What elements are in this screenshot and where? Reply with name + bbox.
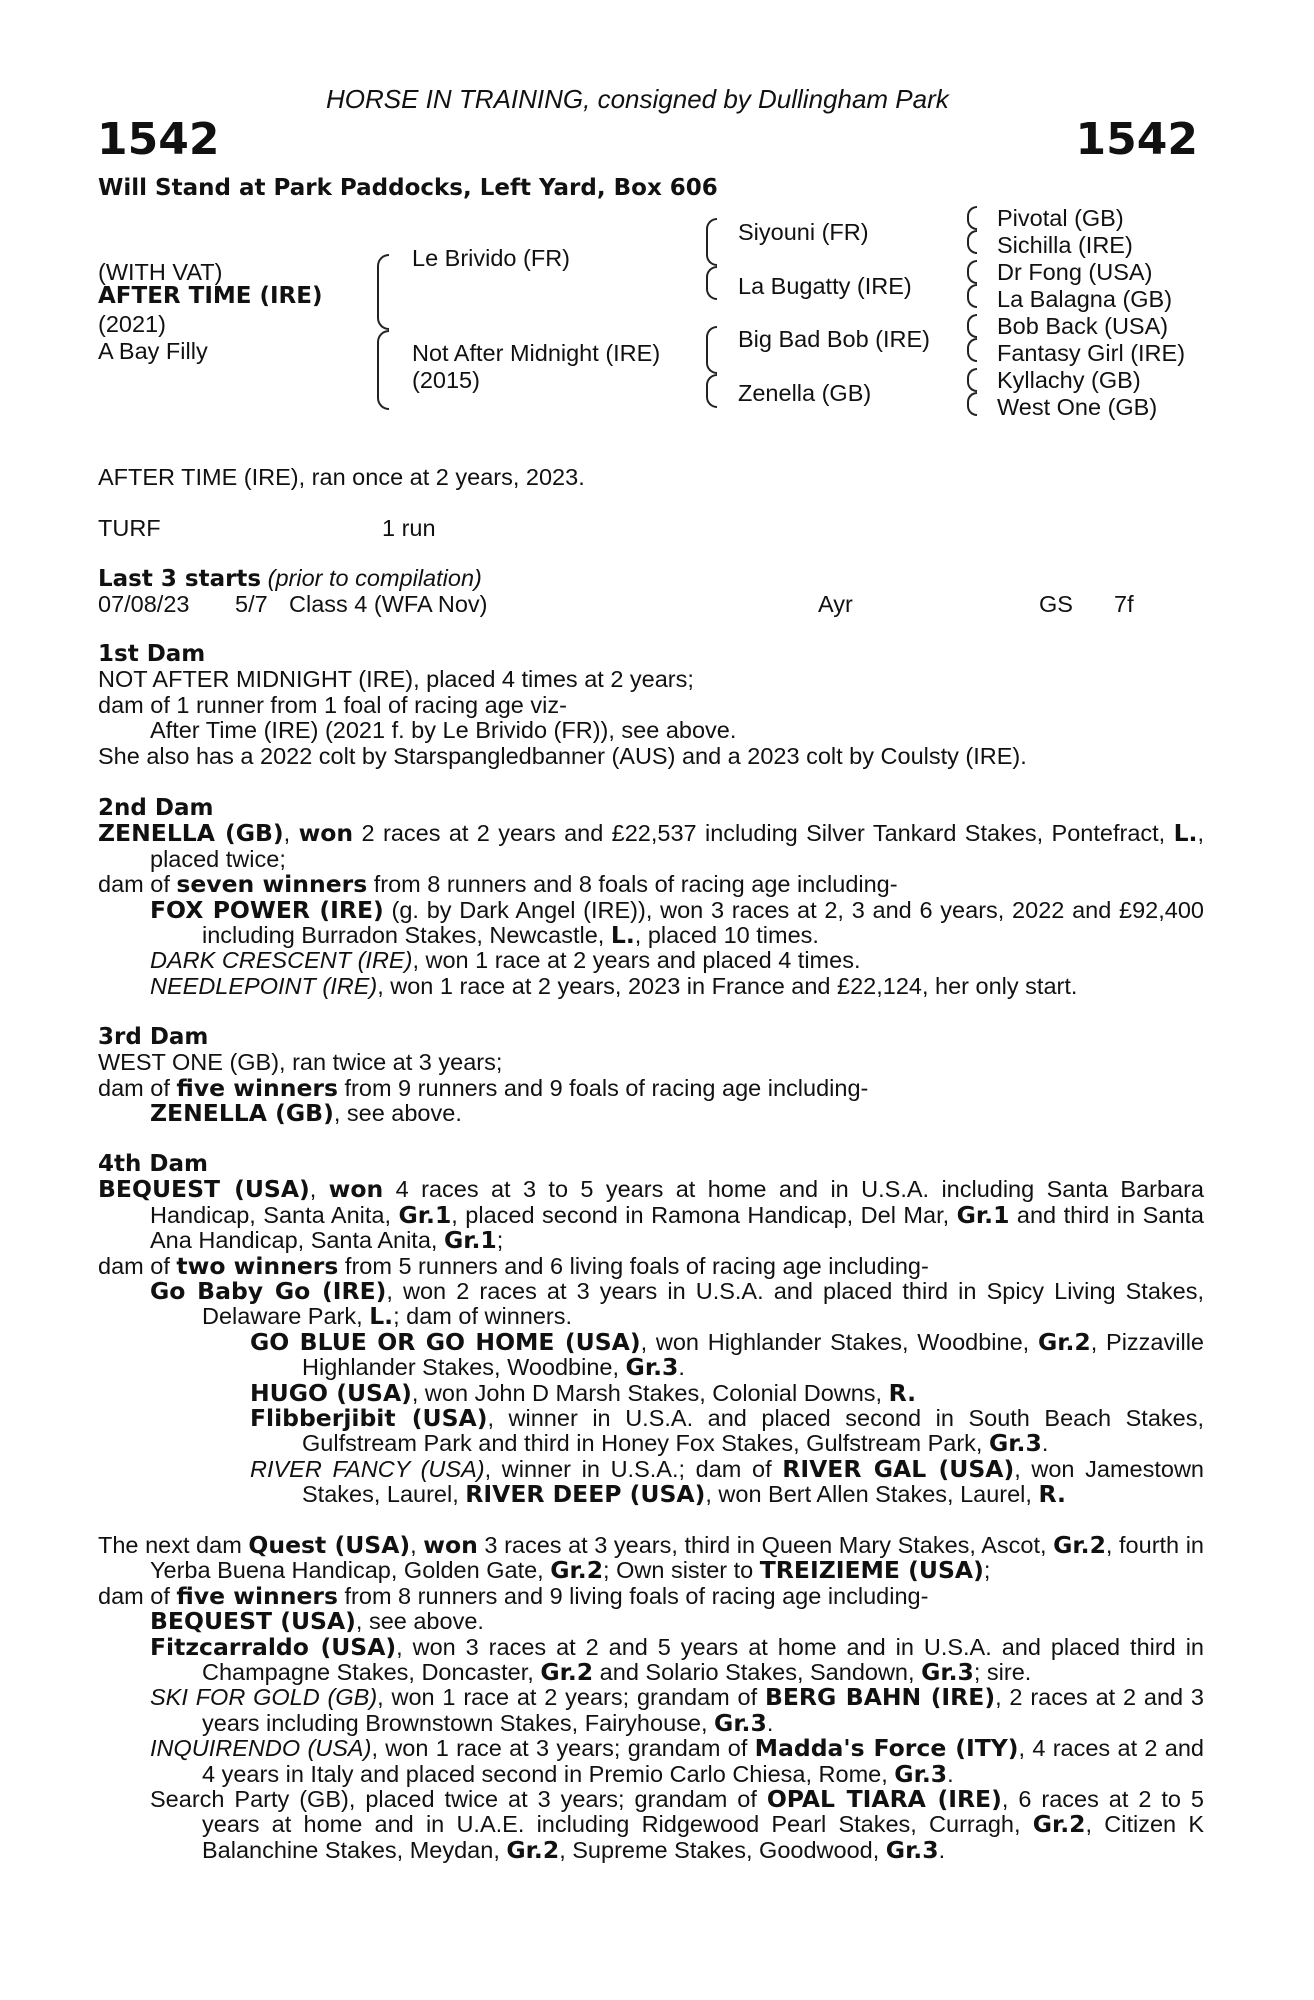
ped-dsd: Fantasy Girl (IRE) — [997, 340, 1186, 366]
lot-number-right: 1542 — [1075, 114, 1198, 165]
ped-sdd: La Balagna (GB) — [997, 286, 1173, 312]
progeny-text: , winner in U.S.A.; dam of — [484, 1455, 783, 1482]
progeny-text: , Citizen K Balanchine Stakes, Meydan, — [202, 1811, 1205, 1863]
ped-dss: Bob Back (USA) — [997, 313, 1169, 339]
second-dam-grade: L. — [1173, 819, 1198, 848]
dam-of-suffix: from 5 runners and 6 living foals of racing age including- — [338, 1252, 929, 1279]
brace-sdd — [967, 284, 977, 308]
brace-dsd — [967, 338, 977, 362]
ped-dam-year: (2015) — [412, 367, 480, 393]
dam-of-suffix: from 8 runners and 9 living foals of racing age including- — [337, 1582, 929, 1609]
grade: R. — [1038, 1480, 1066, 1509]
brace-sire-upper — [377, 254, 389, 330]
progeny-name: DARK CRESCENT (IRE) — [150, 947, 413, 974]
horse-name: AFTER TIME (IRE) — [98, 283, 323, 309]
progeny-text: , 2 races at 2 and 3 years including Brownstown Stakes, Fairyhouse, — [202, 1684, 1205, 1736]
progeny-text: , won 3 races at 2 and 5 years at home and in U.S.A. and placed third in Champagne Stakes, Doncaster, — [202, 1633, 1204, 1686]
next-dam-dam-of — [98, 1581, 1204, 1610]
next-dam-won: won — [423, 1531, 478, 1559]
progeny-text: , won 1 race at 2 years, 2023 in France and £22,124, her only start. — [377, 972, 1078, 999]
brace-ssd — [967, 230, 977, 254]
progeny-name: Go Baby Go (IRE) — [150, 1277, 387, 1306]
first-dam-line2: dam of 1 runner from 1 foal of racing age viz- — [98, 691, 567, 718]
record-text: , fourth in Yerba Buena Handicap, Golden Gate, — [150, 1532, 1204, 1584]
brace-ds — [706, 326, 717, 374]
progeny-name: GO BLUE OR GO HOME (USA) — [250, 1327, 641, 1356]
second-dam-record-b: , placed twice; — [150, 820, 1205, 872]
record-text: 3 races at 3 years, third in Queen Mary Stakes, Ascot, — [477, 1532, 1054, 1558]
progeny-text: and Solario Stakes, Sandown, — [593, 1659, 922, 1686]
record-text: The next dam — [98, 1532, 249, 1558]
progeny-name: ZENELLA (GB) — [150, 1099, 334, 1128]
fourth-dam-dam-of — [98, 1251, 1204, 1280]
progeny-name: OPAL TIARA (IRE) — [766, 1785, 1002, 1814]
next-dam-progeny-5 — [150, 1787, 1204, 1863]
next-dam-progeny-1 — [150, 1609, 1204, 1634]
ped-ss: Siyouni (FR) — [738, 219, 869, 245]
progeny-name: Madda's Force (ITY) — [754, 1734, 1019, 1763]
next-dam-progeny-2 — [150, 1632, 1204, 1687]
dam-of-prefix: dam of — [98, 871, 177, 898]
brace-sds — [967, 260, 977, 284]
surface-runs: 1 run — [382, 515, 436, 541]
second-dam-section — [98, 796, 1204, 999]
second-dam-progeny-1 — [150, 895, 1204, 950]
progeny-name: BEQUEST (USA) — [150, 1607, 356, 1636]
grade: Gr.2 — [540, 1658, 594, 1687]
grade: Gr.3 — [885, 1835, 939, 1864]
first-dam-line3: After Time (IRE) (2021 f. by Le Brivido (FR)), see above. — [150, 717, 737, 744]
ped-dds: Kyllachy (GB) — [997, 367, 1141, 393]
start-course: Ayr — [818, 591, 853, 617]
next-dam-name: Quest (USA) — [248, 1531, 411, 1559]
grade: Gr.2 — [506, 1835, 560, 1864]
grade: Gr.3 — [989, 1429, 1042, 1458]
fourth-dam-grandprogeny-2 — [250, 1378, 1204, 1407]
winners-count: five winners — [176, 1581, 338, 1610]
progeny-text: , won Bert Allen Stakes, Laurel, — [705, 1481, 1039, 1508]
progeny-text: . — [947, 1760, 954, 1787]
ped-sd: La Bugatty (IRE) — [738, 273, 912, 299]
progeny-name: FOX POWER (IRE) — [150, 895, 384, 924]
grade: Gr.1 — [443, 1226, 497, 1255]
fourth-dam-record: BEQUEST (USA), won 4 races at 3 to 5 years at home and in U.S.A. including Santa Barbara Handicap, Santa Anita, Gr.1, placed second in Ramona Handicap, Del Mar, Gr.1 and third in Santa Ana Handicap, Santa Anita, Gr.1; — [98, 1175, 1204, 1255]
record-text: ; Own sister to — [603, 1557, 760, 1584]
first-dam-line1: NOT AFTER MIDNIGHT (IRE), placed 4 times at 2 years; — [98, 666, 694, 693]
grade: L. — [369, 1302, 394, 1331]
progeny-text: (g. by Dark Angel (IRE)), won 3 races at 2, 3 and 6 years, 2022 and £92,400 including Burradon Stakes, Newcastle, — [202, 896, 1204, 949]
progeny-text: , won 2 races at 3 years in U.S.A. and placed third in Spicy Living Stakes, Delaware Park, — [202, 1278, 1204, 1330]
progeny-text: , won John D Marsh Stakes, Colonial Downs, — [411, 1379, 889, 1406]
progeny-text: . — [678, 1354, 685, 1381]
second-dam-record: ZENELLA (GB), won 2 races at 2 years and £22,537 including Silver Tankard Stakes, Pontefract, L., placed twice; — [98, 819, 1205, 872]
progeny-text: , see above. — [333, 1100, 462, 1127]
grade: Gr.3 — [625, 1353, 679, 1382]
progeny-text: ; sire. — [973, 1659, 1032, 1686]
ped-sds: Dr Fong (USA) — [997, 259, 1153, 285]
vat-label: (WITH VAT) — [98, 259, 223, 285]
last-starts-note: (prior to compilation) — [267, 565, 482, 591]
progeny-text: , placed twice at 3 years; grandam of — [348, 1786, 767, 1813]
progeny-text: , see above. — [355, 1608, 484, 1635]
progeny-grade: L. — [610, 921, 635, 950]
brace-sss — [967, 206, 977, 230]
last-starts-title: Last 3 starts — [98, 566, 262, 592]
first-dam-line4: She also has a 2022 colt by Starspangledbanner (AUS) and a 2023 colt by Coulsty (IRE). — [98, 742, 1027, 769]
record-text: , placed second in Ramona Handicap, Del Mar, — [451, 1201, 957, 1228]
start-going: GS — [1039, 591, 1073, 617]
second-dam-won: won — [298, 819, 354, 848]
second-dam-progeny-3 — [150, 974, 1204, 999]
first-dam-section — [98, 642, 1204, 769]
grade: Gr.2 — [550, 1556, 604, 1585]
brace-ddd — [967, 392, 977, 416]
grade: Gr.3 — [714, 1708, 767, 1737]
progeny-name: Search Party (GB) — [150, 1786, 349, 1813]
progeny-name: Fitzcarraldo (USA) — [150, 1632, 397, 1661]
stand-location: Will Stand at Park Paddocks, Left Yard, Box 606 — [98, 175, 718, 201]
progeny-text: , won Highlander Stakes, Woodbine, — [640, 1328, 1038, 1355]
progeny-text: , placed 10 times. — [634, 922, 819, 949]
progeny-name: BERG BAHN (IRE) — [764, 1683, 996, 1712]
fourth-dam-grandprogeny-4 — [250, 1454, 1204, 1509]
progeny-text: , won 1 race at 2 years; grandam of — [377, 1684, 765, 1711]
winners-count: five winners — [176, 1073, 338, 1102]
dam-of-suffix: from 9 runners and 9 foals of racing age including- — [337, 1074, 869, 1101]
third-dam-heading: 3rd Dam — [98, 1024, 209, 1050]
record-text: 4 races at 3 to 5 years at home and in U.S.A. including Santa Barbara Handicap, Santa Anita, — [150, 1176, 1204, 1228]
fourth-dam-grandprogeny-3 — [250, 1406, 1204, 1457]
progeny-text: , won Jamestown Stakes, Laurel, — [302, 1455, 1204, 1508]
lot-number-left: 1542 — [97, 114, 220, 165]
grade: Gr.2 — [1032, 1810, 1086, 1839]
brace-dd — [706, 374, 717, 408]
brace-dam-lower — [377, 330, 389, 410]
progeny-text: , Supreme Stakes, Goodwood, — [559, 1836, 886, 1863]
brace-ss — [706, 218, 717, 266]
progeny-name: RIVER FANCY (USA) — [250, 1455, 485, 1482]
first-dam-heading: 1st Dam — [98, 641, 206, 667]
progeny-name: RIVER GAL (USA) — [782, 1454, 1015, 1483]
grade: Gr.3 — [921, 1658, 974, 1687]
progeny-name: Flibberjibit (USA) — [250, 1404, 488, 1433]
second-dam-progeny-2 — [150, 948, 1204, 973]
brace-dss — [967, 314, 977, 338]
last-starts-heading — [98, 566, 482, 593]
record-text: ; — [983, 1557, 991, 1584]
grade: Gr.2 — [1037, 1327, 1091, 1356]
progeny-name: SKI FOR GOLD (GB) — [150, 1684, 378, 1711]
grade: Gr.1 — [956, 1200, 1010, 1229]
winners-count: seven winners — [176, 870, 368, 899]
progeny-text: , 4 races at 2 and 4 years in Italy and placed second in Premio Carlo Chiesa, Rome, — [202, 1735, 1204, 1787]
next-dam-progeny-4 — [150, 1736, 1204, 1787]
ped-sire: Le Brivido (FR) — [412, 245, 571, 271]
ped-dam: Not After Midnight (IRE) — [412, 340, 661, 366]
progeny-name: NEEDLEPOINT (IRE) — [150, 972, 378, 999]
next-dam-progeny-3 — [150, 1685, 1204, 1736]
progeny-text: ; dam of winners. — [393, 1303, 573, 1330]
ped-dd: Zenella (GB) — [738, 380, 872, 406]
second-dam-dam-of — [98, 872, 1204, 897]
second-dam-name: ZENELLA (GB) — [98, 819, 284, 848]
dam-of-prefix: dam of — [98, 1252, 177, 1279]
progeny-name: RIVER DEEP (USA) — [465, 1480, 706, 1509]
progeny-text: . — [1041, 1430, 1049, 1457]
progeny-text: , winner in U.S.A. and placed second in South Beach Stakes, Gulfstream Park and third in Honey Fox Stakes, Gulfstream Park, — [302, 1405, 1204, 1457]
ped-ssd: Sichilla (IRE) — [997, 232, 1133, 258]
progeny-name: INQUIRENDO (USA) — [150, 1735, 372, 1762]
grade: R. — [888, 1378, 917, 1407]
third-dam-section — [98, 1025, 1204, 1127]
second-dam-record-a: 2 races at 2 years and £22,537 including Silver Tankard Stakes, Pontefract, — [353, 820, 1174, 847]
third-dam-dam-of — [98, 1073, 1204, 1102]
start-position: 5/7 — [235, 591, 268, 617]
ped-ddd: West One (GB) — [997, 394, 1158, 420]
race-summary: AFTER TIME (IRE), ran once at 2 years, 2023. — [98, 464, 585, 490]
progeny-text: , Pizzaville Highlander Stakes, Woodbine, — [302, 1328, 1204, 1381]
progeny-text: , won 1 race at 2 years and placed 4 times. — [412, 947, 861, 974]
third-dam-line1: WEST ONE (GB), ran twice at 3 years; — [98, 1049, 503, 1076]
dam-of-prefix: dam of — [98, 1074, 177, 1101]
dam-of-suffix: from 8 runners and 8 foals of racing age including- — [367, 871, 898, 898]
surface-label: TURF — [98, 515, 161, 541]
start-race: Class 4 (WFA Nov) — [289, 591, 488, 617]
consignment-header: HORSE IN TRAINING, consigned by Dullingham Park — [326, 84, 949, 114]
progeny-text: . — [766, 1709, 774, 1736]
second-dam-heading: 2nd Dam — [98, 795, 214, 821]
winners-count: two winners — [176, 1251, 339, 1280]
brace-sd — [706, 266, 717, 300]
next-dam-record: The next dam Quest (USA), won 3 races at 3 years, third in Queen Mary Stakes, Ascot, Gr.2, fourth in Yerba Buena Handicap, Golden Gate, Gr.2; Own sister to TREIZIEME (USA); — [98, 1531, 1204, 1585]
horse-description: A Bay Filly — [98, 338, 208, 364]
grade: Gr.2 — [1053, 1531, 1106, 1559]
ped-ds: Big Bad Bob (IRE) — [738, 326, 931, 352]
fourth-dam-won: won — [328, 1175, 384, 1204]
sister-name: TREIZIEME (USA) — [759, 1556, 984, 1585]
grade: Gr.3 — [894, 1759, 948, 1788]
fourth-dam-heading: 4th Dam — [98, 1151, 208, 1177]
ped-sss: Pivotal (GB) — [997, 205, 1124, 231]
brace-dds — [967, 368, 977, 392]
record-text: and third in Santa Ana Handicap, Santa Anita, — [150, 1201, 1204, 1254]
progeny-text: , 6 races at 2 to 5 years at home and in U.A.E. including Ridgewood Pearl Stakes, Curragh, — [202, 1786, 1204, 1838]
fourth-dam-section — [98, 1152, 1204, 1508]
third-dam-progeny-1 — [98, 1101, 1204, 1126]
dam-of-prefix: dam of — [98, 1582, 177, 1609]
next-dam-section — [98, 1533, 1204, 1863]
grade: Gr.1 — [398, 1200, 452, 1229]
fourth-dam-grandprogeny-1 — [250, 1327, 1204, 1382]
fourth-dam-progeny-1 — [150, 1279, 1204, 1330]
progeny-name: HUGO (USA) — [250, 1378, 412, 1407]
progeny-text: . — [938, 1836, 946, 1863]
horse-year: (2021) — [98, 311, 166, 337]
fourth-dam-name: BEQUEST (USA) — [98, 1175, 310, 1204]
start-distance: 7f — [1114, 591, 1134, 617]
progeny-text: , won 1 race at 3 years; grandam of — [371, 1735, 755, 1762]
record-text: ; — [496, 1227, 504, 1254]
start-date: 07/08/23 — [98, 591, 190, 617]
